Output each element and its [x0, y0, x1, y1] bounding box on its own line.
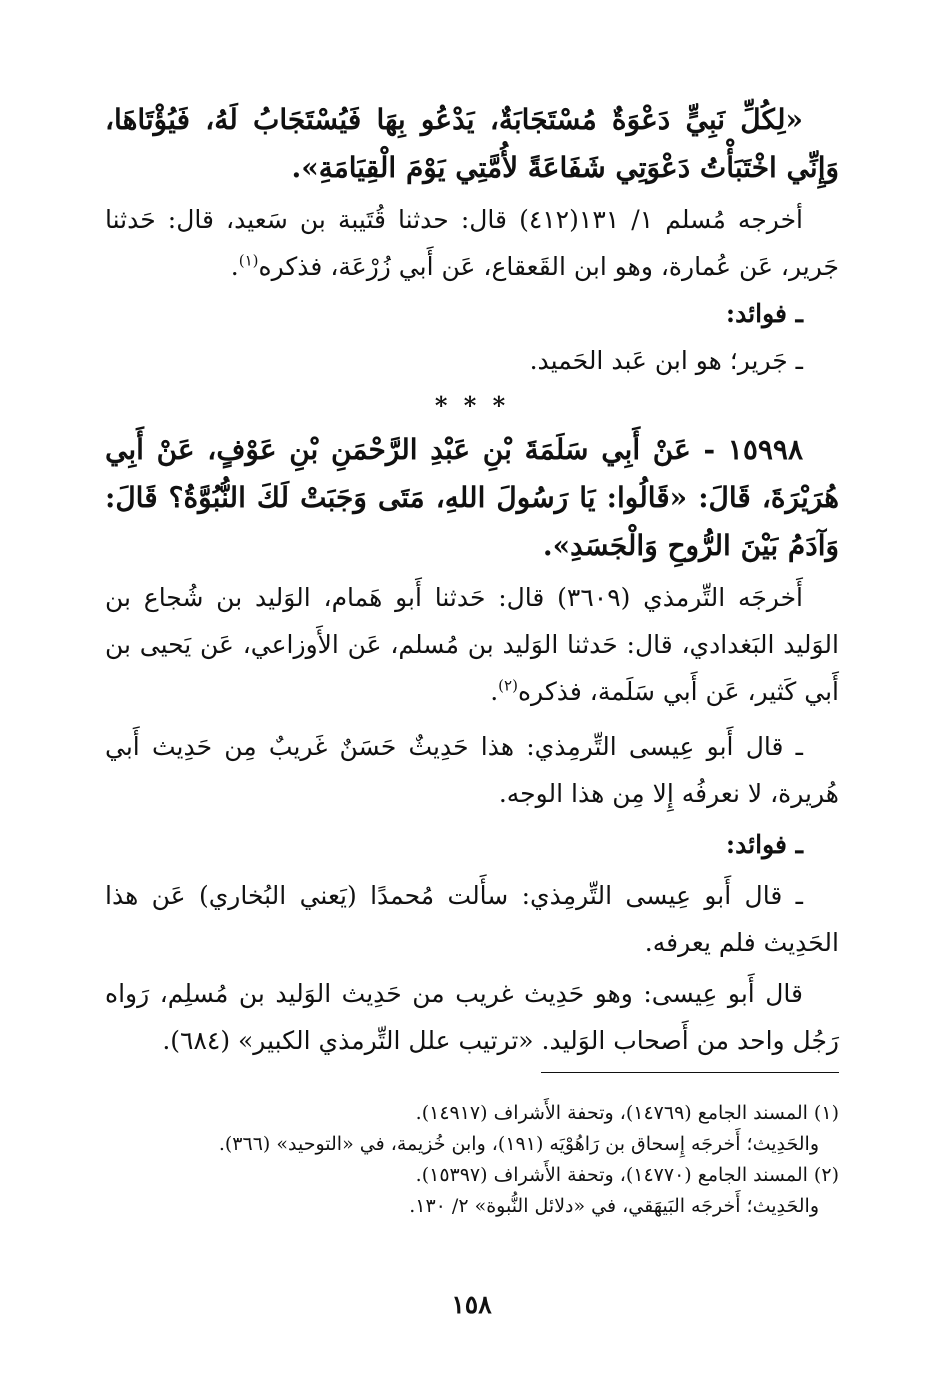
hadith-matn-1: «لِكُلِّ نَبِيٍّ دَعْوَةٌ مُسْتَجَابَةٌ، يَدْعُو بِهَا فَيُسْتَجَابُ لَهُ، فَيُؤْتَاهَا، وَإِنِّي اخْتَبَأْتُ دَعْوَتِي شَفَاعَةً لأُمَّتِي يَوْمَ الْقِيَامَةِ». — [105, 103, 839, 184]
footnote-1-continuation: والحَدِيث؛ أَخرجَه إِسحاق بن رَاهُوْيَه (١٩١)، وابن خُزيمة، في «التوحيد» (٣٦٦). — [218, 1133, 819, 1155]
takhrij-2-text: أَخرجَه التِّرمذي (٣٦٠٩) قال: حَدثنا أَبو هَمام، الوَليد بن شُجاع بن الوَليد البَغدادي، قال: حَدثنا الوَليد بن مُسلم، عَن الأَوزاعي، عَن يَحيى بن أَبي كَثير، عَن أَبي سَلَمة، فذكره — [105, 583, 839, 706]
fawaid-heading-2: ـ فوائد: — [725, 830, 803, 859]
footnote-1: (١) المسند الجامع (١٤٧٦٩)، وتحفة الأَشراف (١٤٩١٧). — [415, 1102, 839, 1124]
tirmidhi-comment: ـ قال أَبو عِيسى التِّرمِذي: هذا حَدِيثٌ حَسَنٌ غَريبٌ مِن حَدِيث أَبي هُريرة، لا نعرفُه إِلا مِن هذا الوجه. — [105, 732, 839, 808]
footnote-2-continuation: والحَدِيث؛ أَخرجَه البَيهَقي، في «دلائل النُّبوة» ٢/ ١٣٠. — [409, 1195, 819, 1217]
fawaid-heading-1: ـ فوائد: — [725, 299, 803, 328]
ilal-paragraph: قال أَبو عِيسى: وهو حَدِيث غريب من حَدِيث الوَليد بن مُسلِم، رَواه رَجُل واحد من أَصحاب الوَليد. «ترتيب علل التِّرمذي الكبير» (٦٨٤). — [105, 979, 839, 1055]
footnote-divider — [541, 1072, 839, 1073]
page-number: ١٥٨ — [451, 1290, 492, 1319]
footnote-ref-1: (١) — [238, 251, 259, 270]
takhrij-1: أخرجه مُسلم ١/ ١٣١(٤١٢) قال: حدثنا قُتَيبة بن سَعيد، قال: حَدثنا جَرير، عَن عُمارة، وهو ابن القَعقاع، عَن أَبي زُرْعَة، فذكره$^{(١)}$. — [105, 205, 839, 281]
hadith-matn-2: ١٥٩٩٨ - عَنْ أَبِي سَلَمَةَ بْنِ عَبْدِ الرَّحْمَنِ بْنِ عَوْفٍ، عَنْ أَبِي هُرَيْرَةَ، قَالَ: «قَالُوا: يَا رَسُولَ اللهِ، مَتَى وَجَبَتْ لَكَ النُّبُوَّةُ؟ قَالَ: وَآدَمُ بَيْنَ الرُّوحِ وَالْجَسَدِ». — [105, 433, 839, 562]
footnote-ref-2: (٢) — [498, 676, 518, 695]
takhrij-1-text: أخرجه مُسلم ١/ ١٣١(٤١٢) قال: حدثنا قُتَيبة بن سَعيد، قال: حَدثنا جَرير، عَن عُمارة، وهو ابن القَعقاع، عَن أَبي زُرْعَة، فذكره — [105, 205, 839, 281]
footnote-2: (٢) المسند الجامع (١٤٧٧٠)، وتحفة الأَشراف (١٥٣٩٧). — [415, 1164, 839, 1186]
fawaid-text-1: ـ جَرير؛ هو ابن عَبد الحَميد. — [529, 346, 803, 375]
footnotes — [105, 1098, 839, 1222]
takhrij-2: أَخرجَه التِّرمذي (٣٦٠٩) قال: حَدثنا أَبو هَمام، الوَليد بن شُجاع بن الوَليد البَغدادي، قال: حَدثنا الوَليد بن مُسلم، عَن الأَوزاعي، عَن يَحيى بن أَبي كَثير، عَن أَبي سَلَمة، فذكره$^{(٢)}$. — [105, 583, 839, 706]
section-separator: * * * — [434, 391, 510, 420]
fawaid-text-2: ـ قال أَبو عِيسى التِّرمِذي: سأَلت مُحمدًا (يَعني البُخاري) عَن هذا الحَدِيث فلم يعرفه. — [105, 881, 839, 957]
